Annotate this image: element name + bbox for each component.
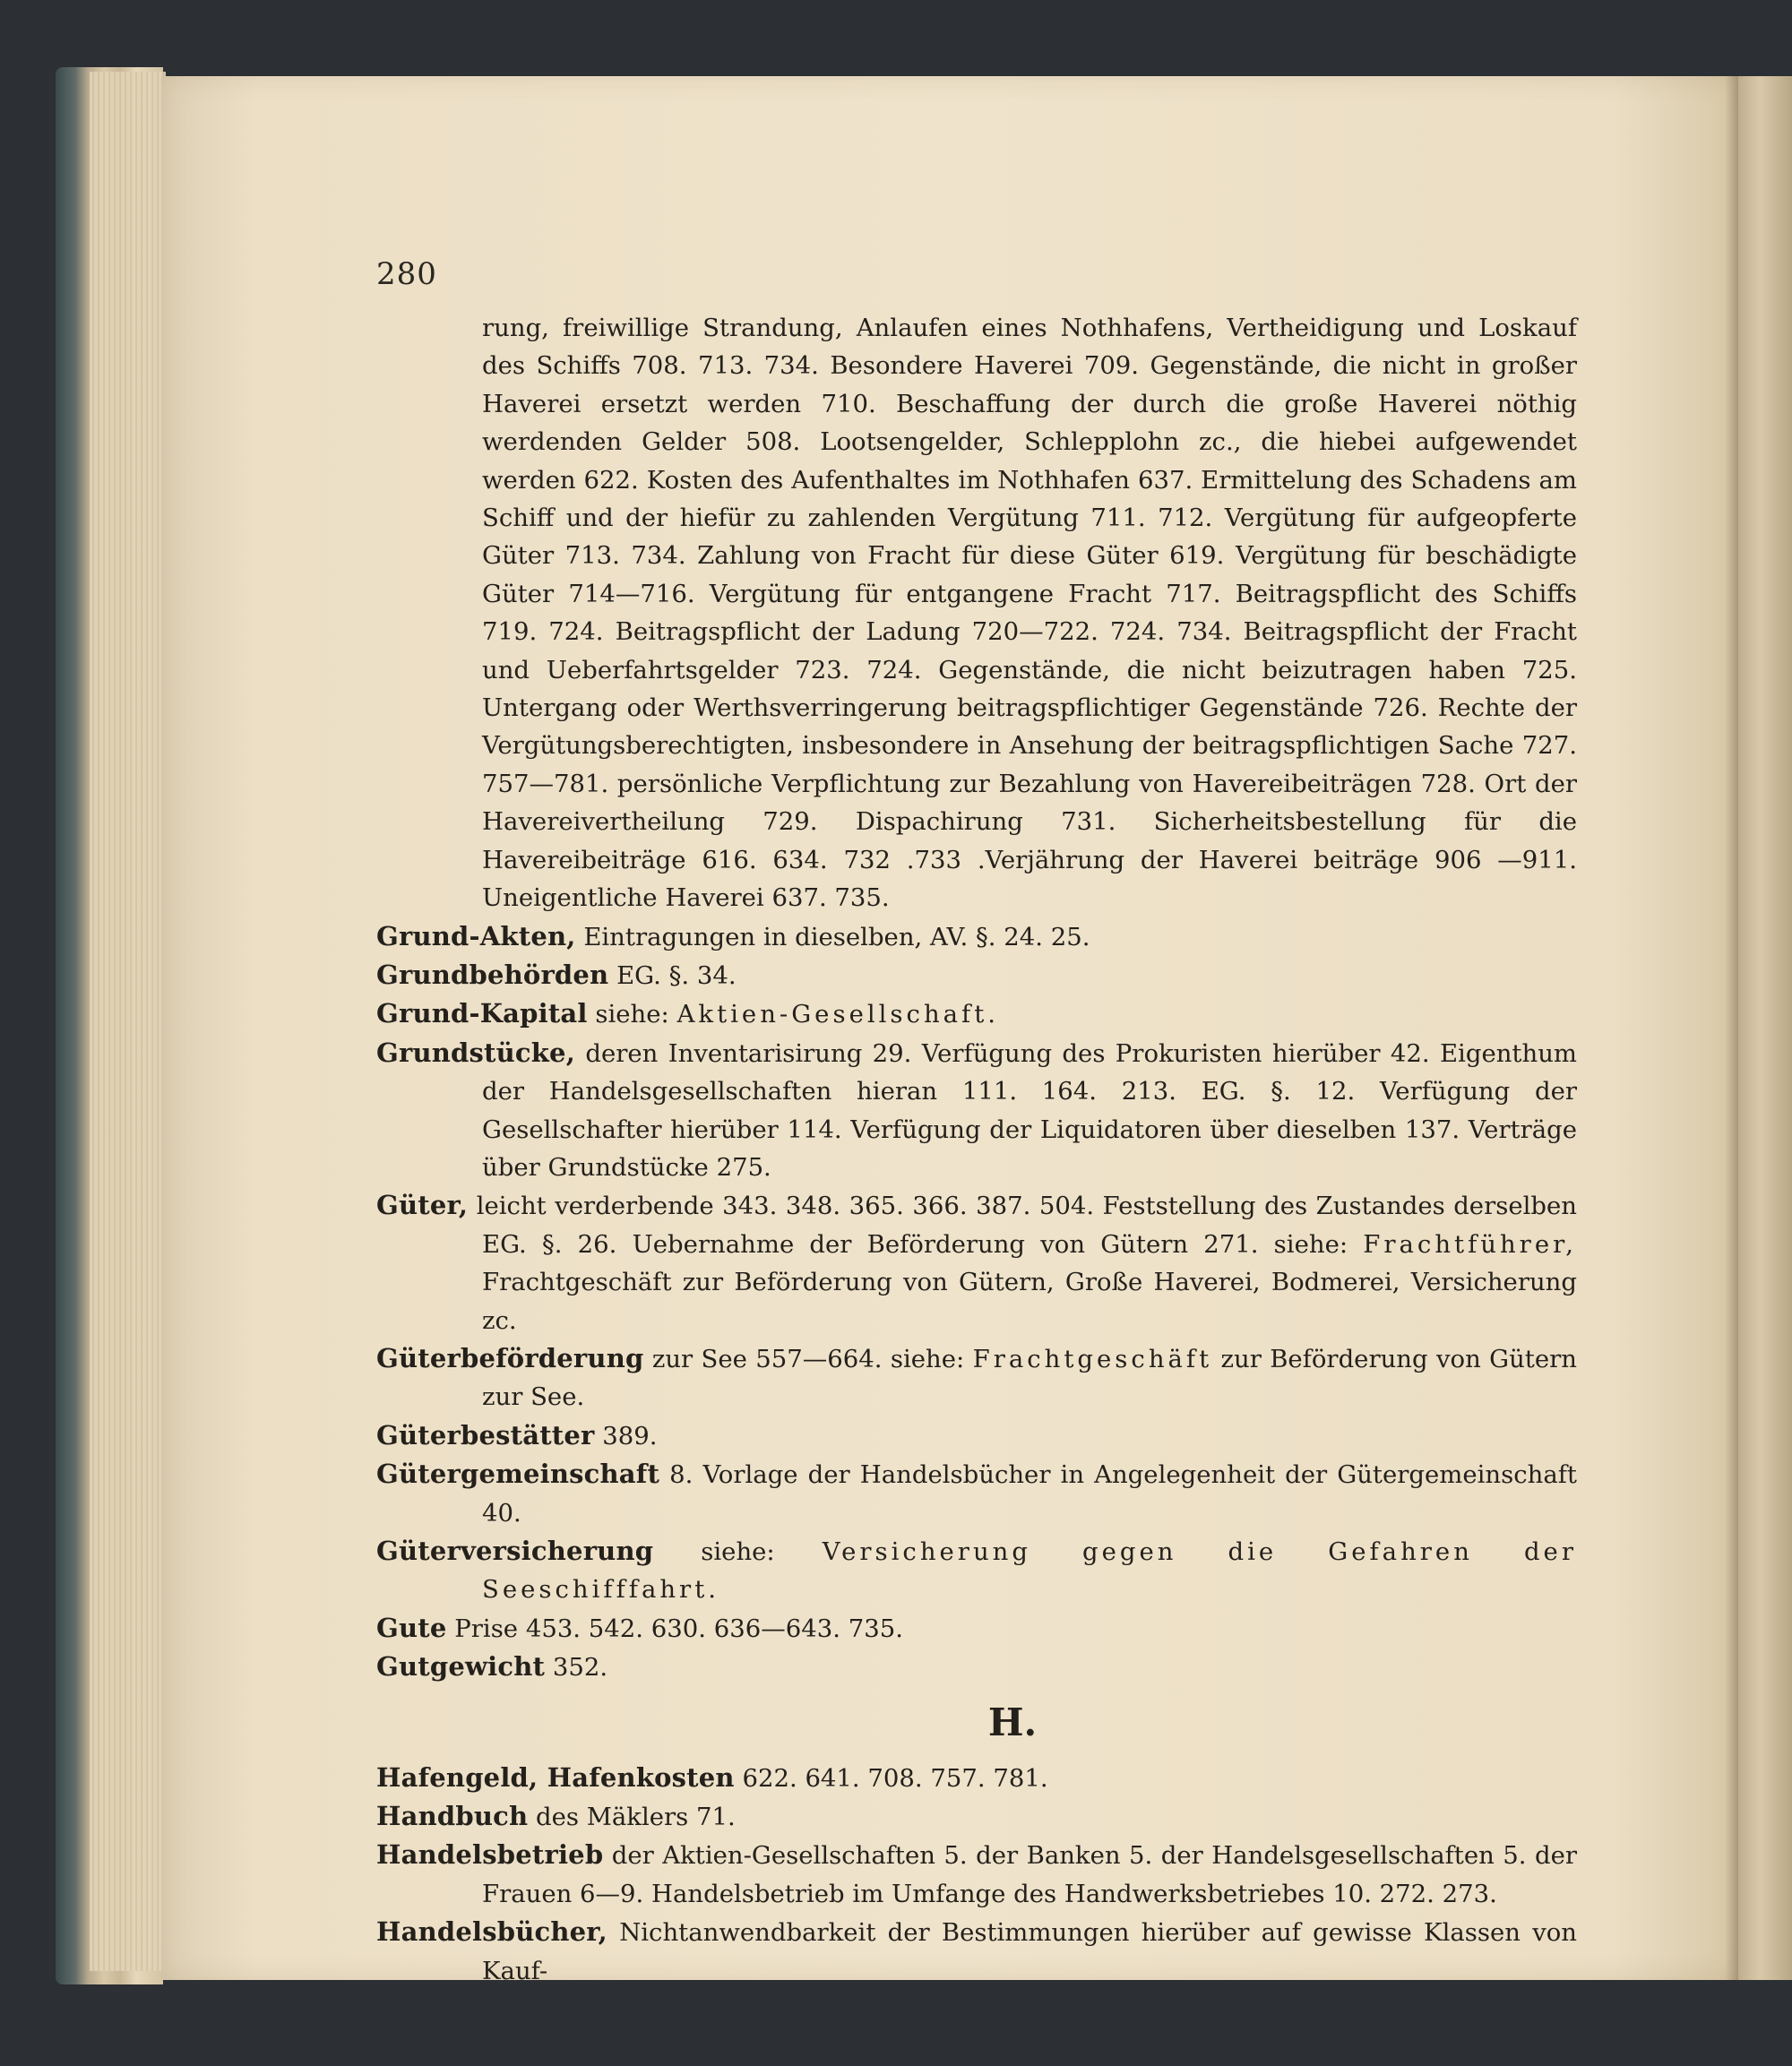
entry-crossref: Versicherung gegen die Gefahren der Seeschifffahrt. xyxy=(482,1537,1577,1605)
entry-text: leicht verderbende 343. 348. 365. 366. 387. 504. Feststellung des Zustandes derselben EG. §. 26. Uebernahme der Beförderung von Gütern 271. siehe: xyxy=(476,1192,1578,1259)
page-stack-edge xyxy=(90,72,166,1971)
index-entry-gute-prise xyxy=(376,1609,1577,1648)
index-content xyxy=(376,309,1577,1990)
entry-headword: Grund-Kapital xyxy=(376,998,588,1029)
index-entry-gueterbestaetter xyxy=(376,1416,1577,1455)
entry-text: 622. 641. 708. 757. 781. xyxy=(742,1763,1048,1793)
entry-headword: Hafengeld, Hafenkosten xyxy=(376,1761,735,1793)
entry-text: Nichtanwendbarkeit der Bestimmungen hierüber auf gewisse Klassen von Kauf- xyxy=(482,1918,1577,1985)
index-entry-handelsbuecher xyxy=(376,1913,1577,1990)
entry-headword: Güterbestätter xyxy=(376,1419,595,1451)
facing-page-edge xyxy=(1738,76,1792,1980)
index-entry-gueterversicherung xyxy=(376,1532,1577,1609)
entry-text: der Aktien-Gesellschaften 5. der Banken 5. der Handelsgesellschaften 5. der Frauen 6—9. Handelsbetrieb im Umfange des Handwerksbetriebes 10. 272. 273. xyxy=(482,1841,1577,1908)
entry-headword: Handbuch xyxy=(376,1801,529,1832)
index-entry-haverei-continued xyxy=(376,309,1577,917)
entry-crossref: Frachtgeschäft xyxy=(972,1344,1213,1373)
entry-text: Prise 453. 542. 630. 636—643. 735. xyxy=(454,1614,903,1643)
entry-headword: Grundstücke, xyxy=(376,1037,575,1068)
entry-text: EG. §. 34. xyxy=(616,960,737,990)
entry-text: 8. Vorlage der Handelsbücher in Angelegenheit der Gütergemeinschaft 40. xyxy=(482,1460,1577,1528)
entry-text-continued: Frachtgeschäft zur Beförderung von Gütern, Große Haverei, Bodmerei, Versicherung zc. xyxy=(482,1268,1577,1335)
page-number: 280 xyxy=(376,256,437,292)
index-entry-grundstuecke xyxy=(376,1034,1577,1187)
index-entry-grundbehoerden xyxy=(376,956,1577,994)
entry-text: siehe: xyxy=(595,1000,669,1029)
entry-headword: Grundbehörden xyxy=(376,959,609,990)
entry-text: deren Inventarisirung 29. Verfügung des Prokuristen hierüber 42. Eigenthum der Handelsgesellschaften hieran 111. 164. 213. EG. §. 12. Verfügung der Gesellschafter hierüber 114. Verfügung der Liquidatoren über dieselben 137. Verträge über Grundstücke 275. xyxy=(482,1038,1577,1182)
entry-headword: Güter, xyxy=(376,1190,469,1221)
index-entry-hafengeld xyxy=(376,1759,1577,1797)
index-entry-gutgewicht xyxy=(376,1648,1577,1686)
entry-headword: Güterversicherung xyxy=(376,1536,654,1566)
entry-text: 389. xyxy=(602,1421,658,1451)
entry-text: rung, freiwillige Strandung, Anlaufen eines Nothhafens, Vertheidigung und Loskauf des Schiffs 708. 713. 734. Besondere Haverei 709. Gegenstände, die nicht in großer Haverei ersetzt werden 710. Beschaffung der durch die große Haverei nöthig werdenden Gelder 508. Lootsengelder, Schlepplohn zc., die hiebei aufgewendet werden 622. Kosten des Aufenthaltes im Nothhafen 637. Ermittelung des Schadens am Schiff und der hiefür zu zahlenden Vergütung 711. 712. Vergütung für aufgeopferte Güter 713. 734. Zahlung von Fracht für diese Güter 619. Vergütung für beschädigte Güter 714—716. Vergütung für entgangene Fracht 717. Beitragspflicht des Schiffs 719. 724. Beitragspflicht der Ladung 720—722. 724. 734. Beitragspflicht der Fracht und Ueberfahrtsgelder 723. 724. Gegenstände, die nicht beizutragen haben 725. Untergang oder Werthsverringerung beitragspflichtiger Gegenstände 726. Rechte der Vergütungsberechtigten, insbesondere in Ansehung der beitragspflichtigen Sache 727. 757—781. persönliche Verpflichtung zur Bezahlung von Havereibeiträgen 728. Ort der Havereivertheilung 729. Dispachirung 731. Sicherheitsbestellung für die Havereibeiträge 616. 634. 732 .733 .Verjährung der Haverei beiträge 906 —911. Uneigentliche Haverei 637. 735. xyxy=(482,314,1577,913)
index-entry-grund-akten xyxy=(376,917,1577,956)
entry-text: des Mäklers 71. xyxy=(536,1803,736,1832)
entry-headword: Handelsbetrieb xyxy=(376,1839,604,1871)
index-entry-handbuch xyxy=(376,1797,1577,1836)
entry-text: Eintragungen in dieselben, AV. §. 24. 25. xyxy=(583,922,1090,951)
entry-crossref: Aktien-Gesellschaft. xyxy=(676,1000,1000,1029)
entry-text: siehe: xyxy=(701,1537,775,1566)
index-entry-gueterbefoerderung xyxy=(376,1339,1577,1416)
entry-headword: Gütergemeinschaft xyxy=(376,1459,660,1490)
index-entry-handelsbetrieb xyxy=(376,1836,1577,1913)
entry-crossref: Frachtführer, xyxy=(1363,1229,1577,1259)
entry-headword: Handelsbücher, xyxy=(376,1916,607,1948)
entry-text: zur See 557—664. siehe: xyxy=(651,1344,965,1373)
entry-headword: Gutgewicht xyxy=(376,1651,546,1683)
entry-text-continued: zur Beförderung von Gütern zur See. xyxy=(482,1344,1577,1412)
section-heading-h: H. xyxy=(987,1700,1038,1744)
entry-headword: Grund-Akten, xyxy=(376,920,576,951)
entry-text: 352. xyxy=(552,1653,608,1683)
entry-headword: Gute xyxy=(376,1612,447,1643)
index-entry-gueter xyxy=(376,1186,1577,1339)
index-entry-grund-kapital xyxy=(376,994,1577,1033)
entry-headword: Güterbeförderung xyxy=(376,1342,644,1373)
index-entry-guetergemeinschaft xyxy=(376,1455,1577,1532)
